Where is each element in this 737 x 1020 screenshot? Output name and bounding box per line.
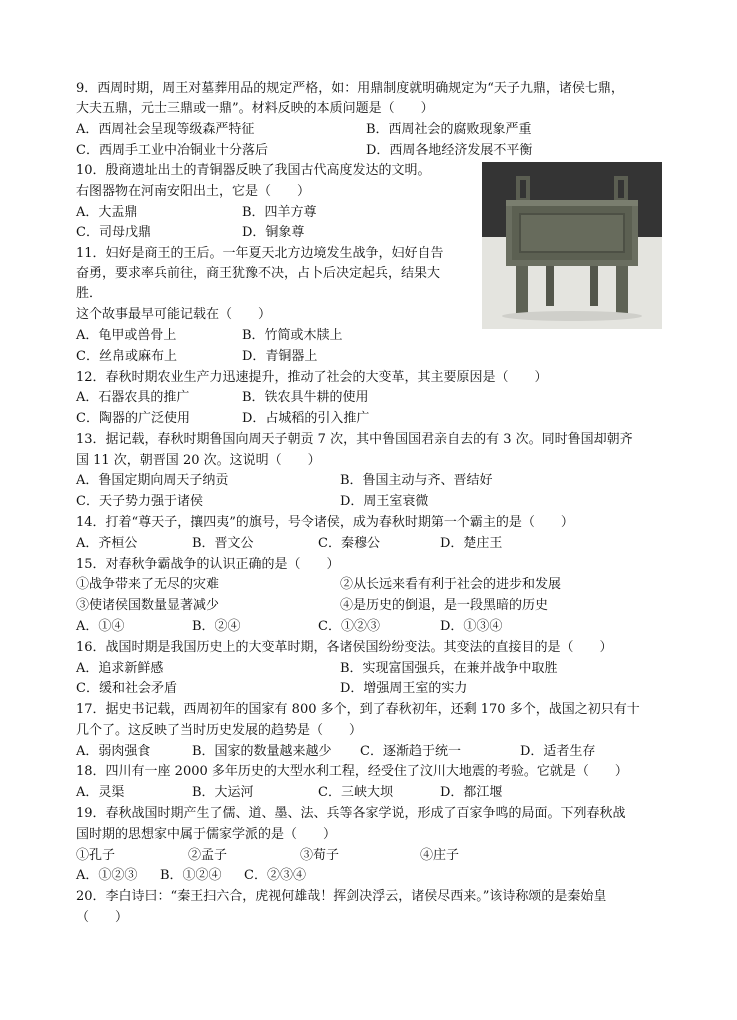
q15-statement-2: ②从长远来看有利于社会的进步和发展 — [340, 577, 562, 592]
q10-stem-2: 右图器物在河南安阳出土，它是（ ） — [76, 184, 311, 199]
q9-option-a: A．西周社会呈现等级森严特征 — [76, 122, 255, 137]
q18-stem-1: 18．四川有一座 2000 多年历史的大型水利工程，经受住了汶川大地震的考验。它就是（ ） — [76, 764, 628, 779]
q15-stem-1: 15．对春秋争霸战争的认识正确的是（ ） — [76, 557, 340, 572]
q16-option-d: D．增强周王室的实力 — [340, 681, 468, 696]
q15-statement-3: ③使诸侯国数量显著减少 — [76, 598, 220, 613]
q18-option-d: D．都江堰 — [440, 785, 503, 800]
q18-option-b: B．大运河 — [192, 785, 254, 800]
q11-option-c: C．丝帛或麻布上 — [76, 349, 177, 364]
q13-option-d: D．周王室衰微 — [340, 494, 429, 509]
q13-option-b: B．鲁国主动与齐、晋结好 — [340, 473, 493, 488]
q19-stem-2: 国时期的思想家中属于儒家学派的是（ ） — [76, 827, 337, 842]
q15-option-d: D．①③④ — [440, 619, 503, 634]
q9-option-c: C．西周手工业中冶铜业十分落后 — [76, 143, 268, 158]
q14-option-c: C．秦穆公 — [318, 536, 380, 551]
q19-statement-4: ④庄子 — [420, 848, 460, 863]
q15-statement-1: ①战争带来了无尽的灾难 — [76, 577, 220, 592]
q19-statement-2: ②孟子 — [188, 848, 228, 863]
q9-stem-1: 9．西周时期，周王对墓葬用品的规定严格，如：用鼎制度就明确规定为“天子九鼎，诸侯七鼎， — [76, 81, 624, 96]
q11-option-a: A．龟甲或兽骨上 — [76, 328, 177, 343]
q20-stem-1: 20．李白诗曰：“秦王扫六合，虎视何雄哉！挥剑决浮云，诸侯尽西来。”该诗称颂的是秦始皇 — [76, 889, 607, 904]
q12-stem-1: 12．春秋时期农业生产力迅速提升，推动了社会的大变革，其主要原因是（ ） — [76, 370, 548, 385]
q17-stem-2: 几个了。这反映了当时历史发展的趋势是（ ） — [76, 723, 363, 738]
q12-option-b: B．铁农具牛耕的使用 — [242, 390, 369, 405]
q14-option-d: D．楚庄王 — [440, 536, 503, 551]
q19-stem-1: 19．春秋战国时期产生了儒、道、墨、法、兵等各家学说，形成了百家争鸣的局面。下列春秋战 — [76, 806, 626, 821]
q20-stem-2: （ ） — [76, 910, 129, 925]
q13-option-c: C．天子势力强于诸侯 — [76, 494, 203, 509]
q19-option-c: C．②③④ — [244, 868, 306, 883]
q12-option-c: C．陶器的广泛使用 — [76, 411, 190, 426]
q17-option-d: D．适者生存 — [520, 744, 596, 759]
q17-option-b: B．国家的数量越来越少 — [192, 744, 332, 759]
bronze-ding-photo — [482, 162, 662, 329]
q10-stem-1: 10．殷商遗址出土的青铜器反映了我国古代高度发达的文明。 — [76, 163, 431, 178]
q17-option-a: A．弱肉强食 — [76, 744, 151, 759]
q12-option-a: A．石器农具的推广 — [76, 390, 190, 405]
q14-option-a: A．齐桓公 — [76, 536, 138, 551]
q11-stem-3: 胜． — [76, 286, 103, 301]
q15-option-b: B．②④ — [192, 619, 241, 634]
q13-stem-1: 13．据记载，春秋时期鲁国向周天子朝贡 7 次，其中鲁国国君亲自去的有 3 次。同时鲁国却朝齐 — [76, 432, 633, 447]
q17-option-c: C．逐渐趋于统一 — [360, 744, 461, 759]
q17-stem-1: 17．据史书记载，西周初年的国家有 800 多个，到了春秋初年，还剩 170 多个，战国之初只有十 — [76, 702, 640, 717]
q11-option-d: D．青铜器上 — [242, 349, 318, 364]
q10-option-b: B．四羊方尊 — [242, 205, 317, 220]
q13-stem-2: 国 11 次，朝晋国 20 次。这说明（ ） — [76, 453, 321, 468]
q19-statement-1: ①孔子 — [76, 848, 116, 863]
q16-stem-1: 16．战国时期是我国历史上的大变革时期，各诸侯国纷纷变法。其变法的直接目的是（ ） — [76, 640, 613, 655]
q15-statement-4: ④是历史的倒退，是一段黑暗的历史 — [340, 598, 549, 613]
q13-option-a: A．鲁国定期向周天子纳贡 — [76, 473, 229, 488]
q19-option-b: B．①②④ — [160, 868, 222, 883]
q9-option-b: B．西周社会的腐败现象严重 — [366, 122, 532, 137]
q16-option-c: C．缓和社会矛盾 — [76, 681, 177, 696]
q19-statement-3: ③荀子 — [300, 848, 340, 863]
q14-stem-1: 14．打着“尊天子，攘四夷”的旗号，号令诸侯，成为春秋时期第一个霸主的是（ ） — [76, 515, 574, 530]
q16-option-a: A．追求新鲜感 — [76, 661, 164, 676]
q15-option-a: A．①④ — [76, 619, 125, 634]
q10-option-d: D．铜象尊 — [242, 225, 305, 240]
q12-option-d: D．占城稻的引入推广 — [242, 411, 370, 426]
q11-stem-2: 奋勇，要求率兵前往，商王犹豫不决，占卜后决定起兵，结果大 — [76, 266, 441, 281]
q14-option-b: B．晋文公 — [192, 536, 254, 551]
q10-option-a: A．大盂鼎 — [76, 205, 138, 220]
q18-option-c: C．三峡大坝 — [318, 785, 393, 800]
q15-option-c: C．①②③ — [318, 619, 380, 634]
q19-option-a: A．①②③ — [76, 868, 138, 883]
q11-option-b: B．竹简或木牍上 — [242, 328, 343, 343]
q18-option-a: A．灵渠 — [76, 785, 125, 800]
q9-stem-2: 大夫五鼎，元士三鼎或一鼎”。材料反映的本质问题是（ ） — [76, 101, 434, 116]
q10-option-c: C．司母戊鼎 — [76, 225, 151, 240]
q11-stem-1: 11．妇好是商王的王后。一年夏天北方边境发生战争，妇好自告 — [76, 246, 444, 261]
q11-stem-4: 这个故事最早可能记载在（ ） — [76, 307, 272, 322]
q9-option-d: D．西周各地经济发展不平衡 — [366, 143, 533, 158]
bronze-ding-icon — [482, 162, 662, 329]
q16-option-b: B．实现富国强兵，在兼并战争中取胜 — [340, 661, 558, 676]
